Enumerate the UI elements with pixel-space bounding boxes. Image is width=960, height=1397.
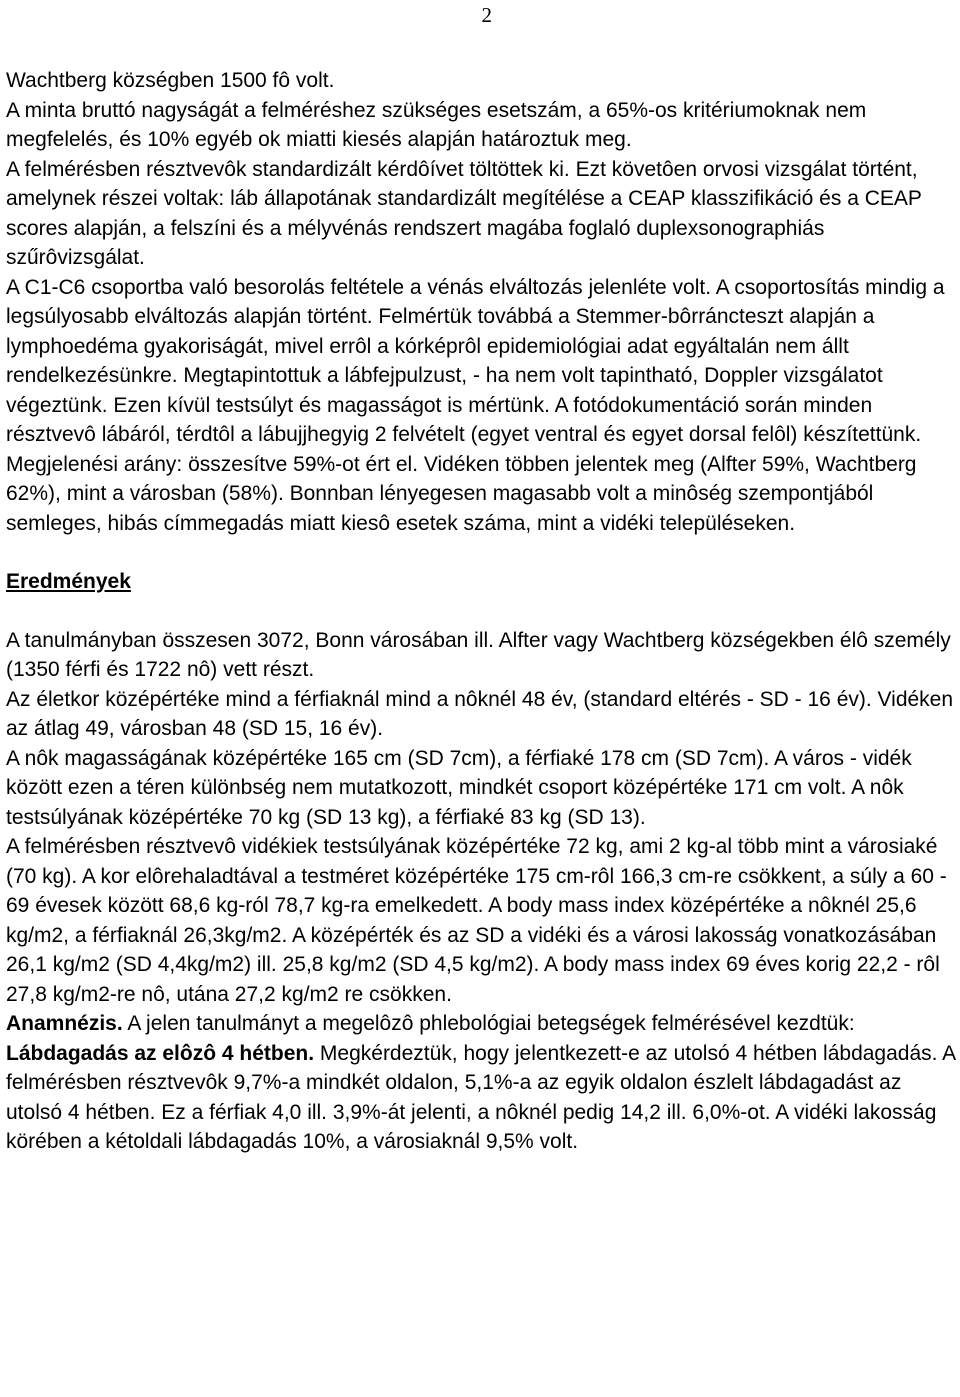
- section-heading: Eredmények: [6, 570, 131, 593]
- document-body: [6, 66, 958, 1157]
- anamnezis-text: A jelen tanulmányt a megelôzô phlebológiai betegségek felmérésével kezdtük:: [122, 1012, 855, 1035]
- labdagadas-text: Megkérdeztük, hogy jelentkezett-e az utolsó 4 hétben lábdagadás. A felmérésben résztvevôk 9,7%-a mindkét oldalon, 5,1%-a az egyik oldalon észlelt lábdagadást az utolsó 4 hétben. Ez a férfiak 4,0 ill. 3,9%-át jelenti, a nôknél pedig 14,2 ill. 6,0%-ot. A vidéki lakosság körében a kétoldali lábdagadás 10%, a városiaknál 9,5% volt.: [6, 1041, 956, 1153]
- paragraph: A tanulmányban összesen 3072, Bonn városában ill. Alfter vagy Wachtberg községekben élô személy (1350 férfi és 1722 nô) vett részt.: [6, 628, 951, 681]
- paragraph: A nôk magasságának középértéke 165 cm (SD 7cm), a férfiaké 178 cm (SD 7cm). A város - vidék között ezen a téren különbség nem mutatkozott, mindkét csoport középértéke 171 cm volt. A nôk testsúlyának középértéke 70 kg (SD 13 kg), a férfiaké 83 kg (SD 13).: [6, 746, 912, 829]
- labdagadas-paragraph: [6, 1039, 958, 1157]
- page-number: 2: [481, 3, 492, 27]
- paragraph: Az életkor középértéke mind a férfiaknál mind a nôknél 48 év, (standard eltérés - SD - 16 év). Vidéken az átlag 49, városban 48 (SD 15, 16 év).: [6, 687, 954, 740]
- paragraph: A felmérésben résztvevô vidékiek testsúlyának középértéke 72 kg, ami 2 kg-al több mint a városiaké (70 kg). A kor elôrehaladtával a testméret középértéke 175 cm-rôl 166,3 cm-re csökkent, a súly a 60 - 69 évesek között 68,6 kg-ról 78,7 kg-ra emelkedett. A body mass index középértéke a nôknél 25,6 kg/m2, a férfiaknál 26,3kg/m2. A középérték és az SD a vidéki és a városi lakosság vonatkozásában 26,1 kg/m2 (SD 4,4kg/m2) ill. 25,8 kg/m2 (SD 4,5 kg/m2). A body mass index 69 éves korig 22,2 - rôl 27,8 kg/m2-re nô, utána 27,2 kg/m2 re csökken.: [6, 835, 947, 1006]
- labdagadas-label: Lábdagadás az elôzô 4 hétben.: [6, 1041, 315, 1065]
- paragraph: A felmérésben résztvevôk standardizált kérdôívet töltöttek ki. Ezt követôen orvosi vizsgálat történt, amelynek részei voltak: láb állapotának standardizált megítélése a CEAP klasszifikáció és a CEAP scores alapján, a felszíni és a mélyvénás rendszert magába foglaló duplexsonographiás szűrôvizsgálat.: [6, 157, 922, 269]
- anamnezis-paragraph: [6, 1009, 958, 1039]
- anamnezis-label: Anamnézis.: [6, 1012, 123, 1035]
- paragraph: Megjelenési arány: összesítve 59%-ot ért el. Vidéken többen jelentek meg (Alfter 59%, Wachtberg 62%), mint a városban (58%). Bonnban lényegesen magasabb volt a minôség szempontjából semleges, hibás címmegadás miatt kiesô esetek száma, mint a vidéki településeken.: [6, 452, 917, 535]
- paragraph: A minta bruttó nagyságát a felméréshez szükséges esetszám, a 65%-os kritériumoknak nem megfelelés, és 10% egyéb ok miatti kiesés alapján határoztuk meg.: [6, 98, 867, 151]
- paragraph: A C1-C6 csoportba való besorolás feltétele a vénás elváltozás jelenléte volt. A csoportosítás mindig a legsúlyosabb elváltozás alapján történt. Felmértük továbbá a Stemmer-bôrráncteszt alapján a lymphoedéma gyakoriságát, mivel errôl a kórképrôl epidemiológiai adat egyáltalán nem állt rendelkezésünkre. Megtapintottuk a lábfejpulzust, - ha nem volt tapintható, Doppler vizsgálatot végeztünk. Ezen kívül testsúlyt és magasságot is mértünk. A fotódokumentáció során minden résztvevô lábáról, térdtôl a lábujjhegyig 2 felvételt (egyet ventral és egyet dorsal felôl) készítettünk.: [6, 275, 945, 446]
- paragraph: Wachtberg községben 1500 fô volt.: [6, 69, 335, 92]
